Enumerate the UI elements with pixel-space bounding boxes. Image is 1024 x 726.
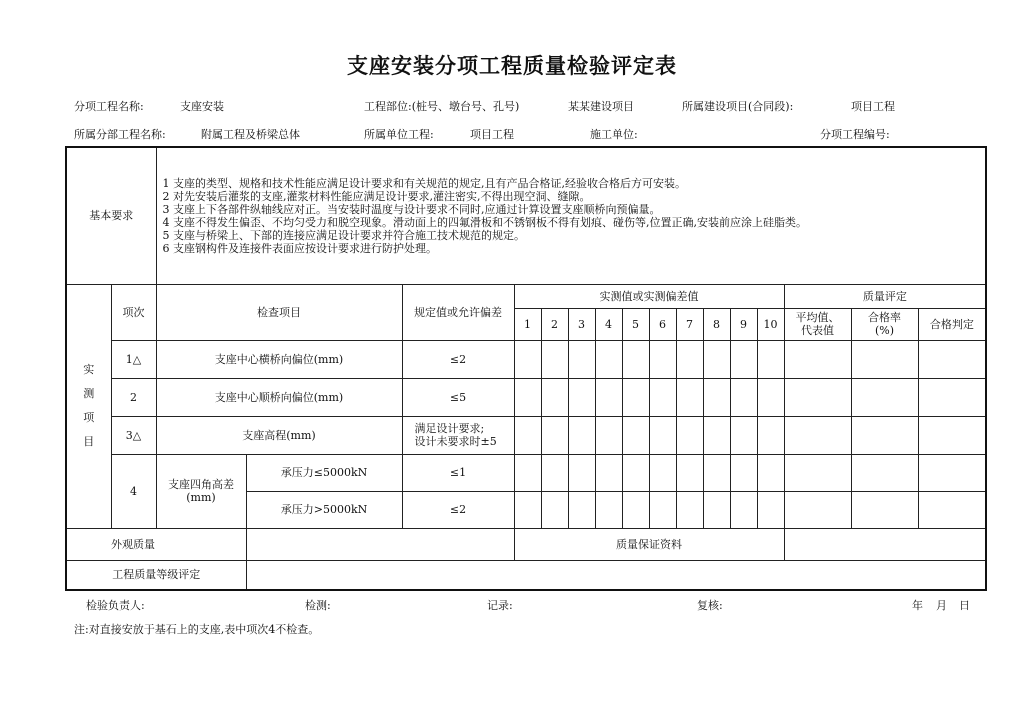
value-cell[interactable]	[541, 454, 568, 491]
value-cell[interactable]	[622, 491, 649, 528]
table-row	[66, 340, 986, 378]
measured-section-label: 实 测 项 目	[66, 284, 111, 528]
value-col-header: 6	[649, 308, 676, 340]
inspection-table	[65, 146, 987, 591]
col-tolerance-header: 规定值或允许偏差	[402, 284, 514, 340]
avg-cell[interactable]	[784, 454, 851, 491]
code-label: 分项工程编号:	[820, 128, 890, 141]
row-tolerance: 满足设计要求; 设计未要求时±5	[402, 416, 514, 454]
value-col-header: 7	[676, 308, 703, 340]
appearance-input[interactable]	[246, 528, 514, 560]
requirements-text	[156, 147, 986, 284]
value-cell[interactable]	[676, 491, 703, 528]
table-row	[66, 416, 986, 454]
value-cell[interactable]	[730, 340, 757, 378]
location-value: 某某建设项目	[568, 100, 634, 113]
avg-cell[interactable]	[784, 416, 851, 454]
value-cell[interactable]	[676, 454, 703, 491]
project-name-value: 支座安装	[180, 100, 224, 113]
assurance-label: 质量保证资料	[514, 528, 784, 560]
value-cell[interactable]	[514, 340, 541, 378]
requirements-label: 基本要求	[66, 147, 156, 284]
value-cell[interactable]	[730, 416, 757, 454]
value-cell[interactable]	[649, 416, 676, 454]
value-cell[interactable]	[541, 378, 568, 416]
judge-cell[interactable]	[918, 340, 986, 378]
builder-label: 施工单位:	[590, 128, 638, 141]
value-col-header: 2	[541, 308, 568, 340]
value-cell[interactable]	[514, 378, 541, 416]
footnote: 注:对直接安放于基石上的支座,表中项次4不检查。	[74, 623, 320, 636]
value-cell[interactable]	[514, 454, 541, 491]
date-day: 日	[959, 599, 970, 612]
value-col-header: 4	[595, 308, 622, 340]
row-item: 支座中心顺桥向偏位(mm)	[156, 378, 402, 416]
value-cell[interactable]	[649, 378, 676, 416]
value-cell[interactable]	[757, 378, 784, 416]
grade-label: 工程质量等级评定	[66, 560, 246, 590]
date-year: 年	[912, 599, 923, 612]
rate-cell[interactable]	[851, 491, 918, 528]
value-cell[interactable]	[622, 416, 649, 454]
value-cell[interactable]	[676, 340, 703, 378]
col-avg-header: 平均值、 代表值	[784, 308, 851, 340]
rate-cell[interactable]	[851, 416, 918, 454]
value-cell[interactable]	[541, 491, 568, 528]
col-judge-header: 合格判定	[918, 308, 986, 340]
unit-label: 所属单位工程:	[364, 128, 434, 141]
value-cell[interactable]	[622, 378, 649, 416]
row-item: 承压力≤5000kN	[246, 454, 402, 491]
value-cell[interactable]	[568, 454, 595, 491]
value-cell[interactable]	[676, 416, 703, 454]
table-row	[66, 454, 986, 491]
judge-cell[interactable]	[918, 378, 986, 416]
grade-input[interactable]	[246, 560, 986, 590]
row-group-item: 支座四角高差 (mm)	[156, 454, 246, 528]
subunit-value: 附属工程及桥梁总体	[201, 128, 300, 141]
row-item: 支座中心横桥向偏位(mm)	[156, 340, 402, 378]
value-cell[interactable]	[676, 378, 703, 416]
value-cell[interactable]	[541, 340, 568, 378]
requirement-line: 1 支座的类型、规格和技术性能应满足设计要求和有关规范的规定,且有产品合格证,经验收合格后方可安装。	[162, 176, 686, 190]
value-cell[interactable]	[649, 454, 676, 491]
value-col-header: 8	[703, 308, 730, 340]
avg-cell[interactable]	[784, 491, 851, 528]
value-col-header: 3	[568, 308, 595, 340]
reviewer-label: 复核:	[697, 599, 723, 612]
value-cell[interactable]	[595, 454, 622, 491]
rate-cell[interactable]	[851, 378, 918, 416]
row-item: 承压力>5000kN	[246, 491, 402, 528]
appearance-label: 外观质量	[66, 528, 246, 560]
value-cell[interactable]	[757, 454, 784, 491]
value-cell[interactable]	[595, 416, 622, 454]
col-item-header: 检查项目	[156, 284, 402, 340]
requirement-line: 5 支座与桥梁上、下部的连接应满足设计要求并符合施工技术规范的规定。	[162, 228, 525, 242]
project-name-label: 分项工程名称:	[74, 100, 144, 113]
row-index: 3△	[111, 416, 156, 454]
tester-label: 检测:	[305, 599, 331, 612]
row-tolerance: ≤2	[402, 491, 514, 528]
value-cell[interactable]	[703, 378, 730, 416]
value-cell[interactable]	[568, 416, 595, 454]
value-cell[interactable]	[757, 340, 784, 378]
value-cell[interactable]	[568, 340, 595, 378]
date-month: 月	[936, 599, 947, 612]
value-cell[interactable]	[703, 416, 730, 454]
col-rate-header: 合格率 (%)	[851, 308, 918, 340]
row-tolerance: ≤1	[402, 454, 514, 491]
inspector-label: 检验负责人:	[86, 599, 145, 612]
requirement-line: 2 对先安装后灌浆的支座,灌浆材料性能应满足设计要求,灌注密实,不得出现空洞、缝隙。	[162, 189, 591, 203]
requirement-line: 3 支座上下各部件纵轴线应对正。当安装时温度与设计要求不同时,应通过计算设置支座顺桥向预偏量。	[162, 202, 661, 216]
row-index: 4	[111, 454, 156, 528]
value-cell[interactable]	[757, 491, 784, 528]
rate-cell[interactable]	[851, 340, 918, 378]
judge-cell[interactable]	[918, 416, 986, 454]
col-values-group-header: 实测值或实测偏差值	[514, 284, 784, 308]
value-cell[interactable]	[730, 454, 757, 491]
value-cell[interactable]	[649, 491, 676, 528]
avg-cell[interactable]	[784, 340, 851, 378]
value-cell[interactable]	[595, 491, 622, 528]
value-cell[interactable]	[703, 340, 730, 378]
row-tolerance: ≤2	[402, 340, 514, 378]
value-cell[interactable]	[730, 378, 757, 416]
value-cell[interactable]	[703, 454, 730, 491]
row-index: 2	[111, 378, 156, 416]
requirement-line: 4 支座不得发生偏歪、不均匀受力和脱空现象。滑动面上的四氟滑板和不锈钢板不得有划痕、碰伤等,位置正确,安装前应涂上硅脂类。	[162, 215, 807, 229]
requirement-line: 6 支座钢构件及连接件表面应按设计要求进行防护处理。	[162, 241, 437, 255]
value-cell[interactable]	[595, 340, 622, 378]
value-cell[interactable]	[568, 378, 595, 416]
value-col-header: 1	[514, 308, 541, 340]
judge-cell[interactable]	[918, 454, 986, 491]
value-cell[interactable]	[649, 340, 676, 378]
table-row	[66, 378, 986, 416]
subunit-label: 所属分部工程名称:	[74, 128, 166, 141]
recorder-label: 记录:	[487, 599, 513, 612]
avg-cell[interactable]	[784, 378, 851, 416]
value-cell[interactable]	[514, 491, 541, 528]
value-cell[interactable]	[757, 416, 784, 454]
row-tolerance: ≤5	[402, 378, 514, 416]
assurance-input[interactable]	[784, 528, 986, 560]
row-item: 支座高程(mm)	[156, 416, 402, 454]
judge-cell[interactable]	[918, 491, 986, 528]
contract-label: 所属建设项目(合同段):	[682, 100, 794, 113]
value-cell[interactable]	[568, 491, 595, 528]
value-cell[interactable]	[703, 491, 730, 528]
location-label: 工程部位:(桩号、墩台号、孔号)	[364, 100, 520, 113]
value-cell[interactable]	[541, 416, 568, 454]
value-cell[interactable]	[595, 378, 622, 416]
col-quality-group-header: 质量评定	[784, 284, 986, 308]
rate-cell[interactable]	[851, 454, 918, 491]
value-cell[interactable]	[622, 454, 649, 491]
page-title: 支座安装分项工程质量检验评定表	[347, 53, 677, 78]
value-cell[interactable]	[622, 340, 649, 378]
col-index-header: 项次	[111, 284, 156, 340]
value-col-header: 9	[730, 308, 757, 340]
contract-value: 项目工程	[851, 100, 895, 113]
value-cell[interactable]	[514, 416, 541, 454]
unit-value: 项目工程	[470, 128, 514, 141]
value-col-header: 5	[622, 308, 649, 340]
row-index: 1△	[111, 340, 156, 378]
value-col-header: 10	[757, 308, 784, 340]
value-cell[interactable]	[730, 491, 757, 528]
